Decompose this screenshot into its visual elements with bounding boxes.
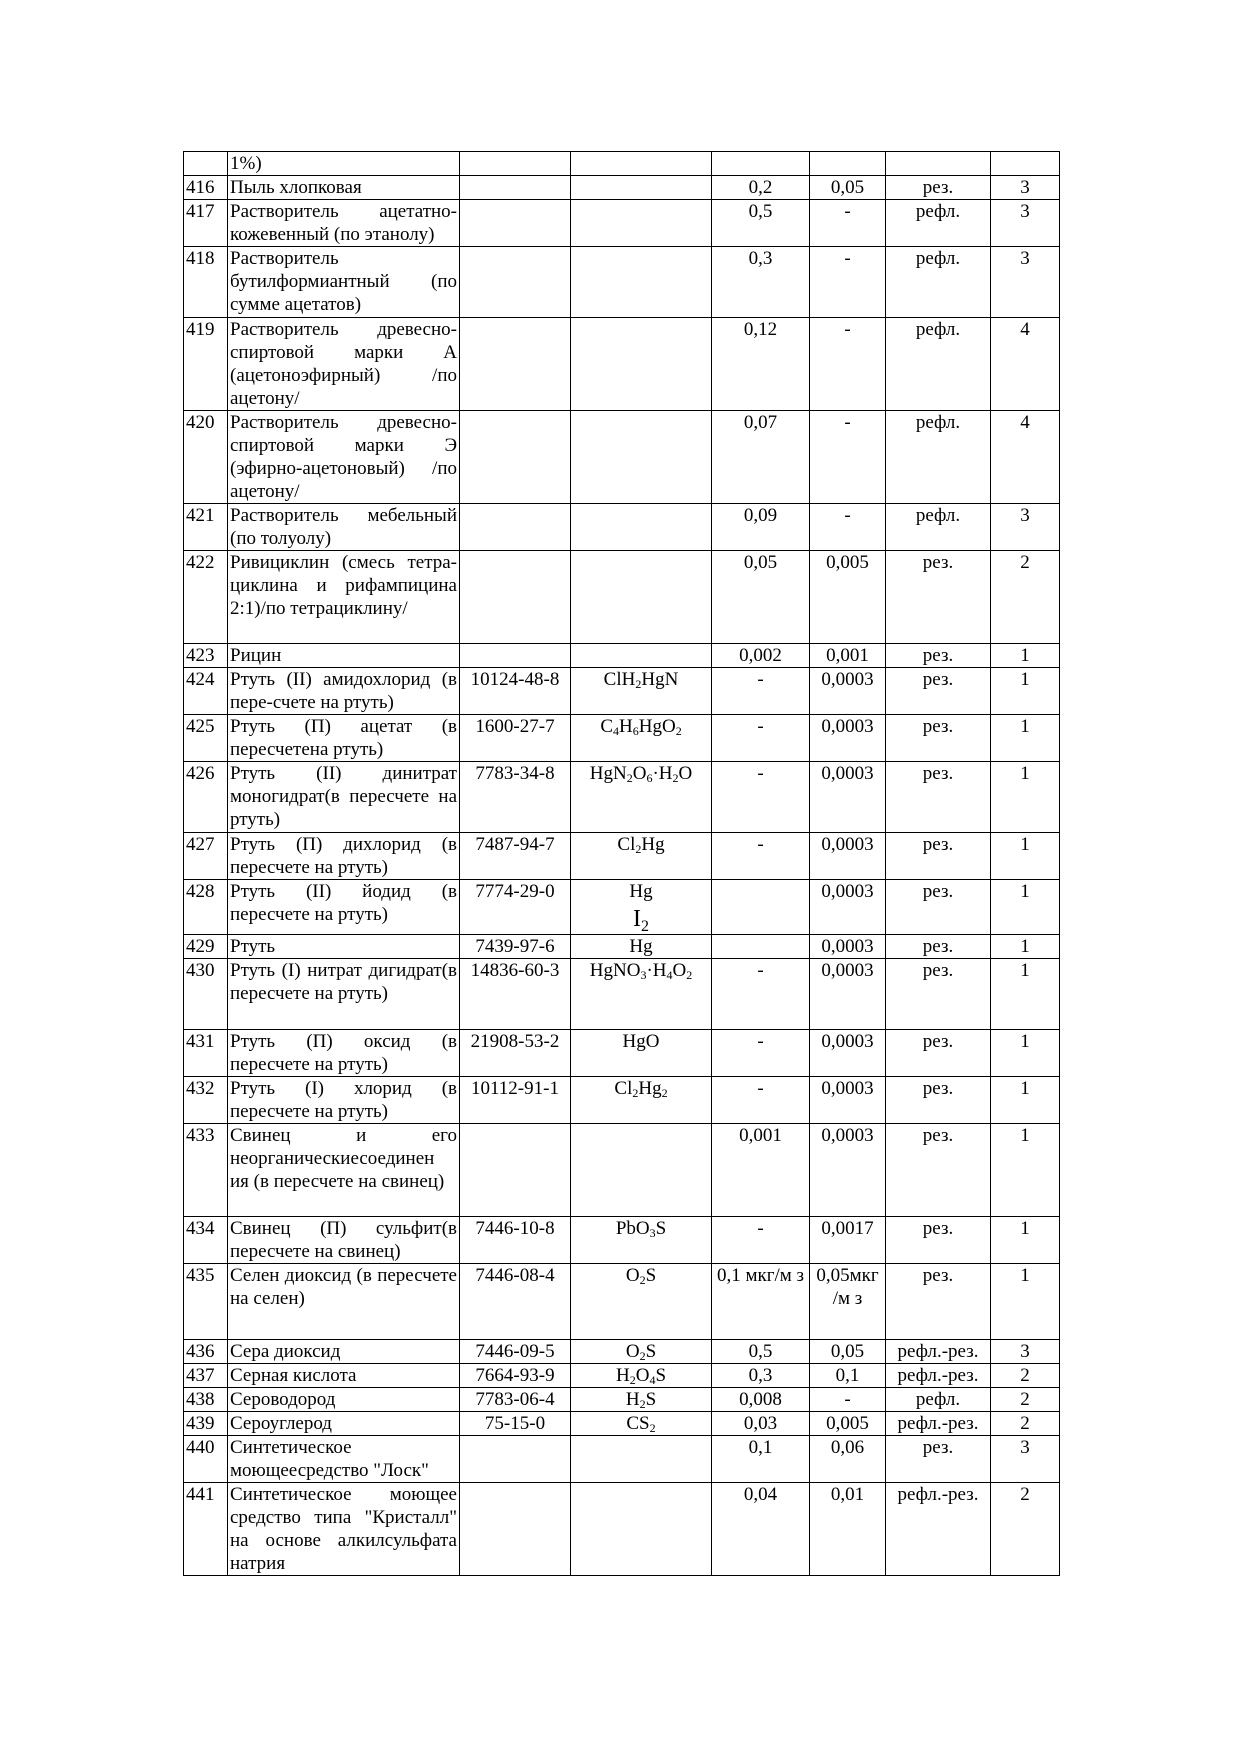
hazard-class-cell: 2: [991, 1412, 1060, 1436]
substance-name-cell: Сера диоксид: [228, 1340, 460, 1364]
max-single-conc-cell: [712, 152, 810, 176]
hazard-class-cell: 1: [991, 935, 1060, 959]
substance-name-cell: Растворитель мебельный (по толуолу): [228, 504, 460, 551]
hazard-class-cell: 1: [991, 1077, 1060, 1124]
table-row: [184, 411, 1060, 504]
max-single-conc-cell: 0,001: [712, 1124, 810, 1217]
row-number-cell: 441: [184, 1483, 228, 1576]
max-single-conc-cell: -: [712, 1077, 810, 1124]
max-single-conc-cell: 0,1 мкг/м з: [712, 1264, 810, 1340]
avg-daily-conc-cell: 0,0003: [810, 668, 886, 715]
formula-cell: $O_2S$: [571, 1264, 712, 1340]
avg-daily-conc-cell: [810, 152, 886, 176]
avg-daily-conc-cell: -: [810, 318, 886, 411]
formula-cell: Hg $I_2$: [571, 880, 712, 935]
substance-name-cell: Ртуть (П) оксид (в пересчете на ртуть): [228, 1030, 460, 1077]
formula-cell: [571, 504, 712, 551]
max-single-conc-cell: -: [712, 959, 810, 1030]
formula-cell: [571, 318, 712, 411]
effect-type-cell: рез.: [886, 551, 991, 644]
row-number-cell: 430: [184, 959, 228, 1030]
formula-cell: $H_2O_4S$: [571, 1364, 712, 1388]
formula-cell: [571, 1436, 712, 1483]
cas-number-cell: 10124-48-8: [460, 668, 571, 715]
effect-type-cell: рез.: [886, 1264, 991, 1340]
effect-type-cell: рез.: [886, 1217, 991, 1264]
table-row: [184, 1412, 1060, 1436]
effect-type-cell: рез.: [886, 1124, 991, 1217]
cas-number-cell: [460, 644, 571, 668]
row-number-cell: 431: [184, 1030, 228, 1077]
table-row: [184, 504, 1060, 551]
cas-number-cell: 7439-97-6: [460, 935, 571, 959]
effect-type-cell: рез.: [886, 668, 991, 715]
table-row: [184, 833, 1060, 880]
table-row: [184, 318, 1060, 411]
effect-type-cell: рефл.: [886, 411, 991, 504]
formula-cell: [571, 152, 712, 176]
avg-daily-conc-cell: 0,0003: [810, 762, 886, 833]
avg-daily-conc-cell: 0,0003: [810, 935, 886, 959]
hazard-class-cell: 4: [991, 411, 1060, 504]
effect-type-cell: рефл.-рез.: [886, 1483, 991, 1576]
formula-cell: [571, 1124, 712, 1217]
row-number-cell: 424: [184, 668, 228, 715]
avg-daily-conc-cell: -: [810, 247, 886, 318]
table-row: [184, 152, 1060, 176]
substance-name-cell: Рицин: [228, 644, 460, 668]
effect-type-cell: рез.: [886, 880, 991, 935]
row-number-cell: 425: [184, 715, 228, 762]
cas-number-cell: [460, 176, 571, 200]
avg-daily-conc-cell: 0,0003: [810, 1077, 886, 1124]
formula-cell: ClH$_2$HgN: [571, 668, 712, 715]
hazard-class-cell: 1: [991, 1030, 1060, 1077]
effect-type-cell: рез.: [886, 833, 991, 880]
substance-name-cell: Серная кислота: [228, 1364, 460, 1388]
max-single-conc-cell: [712, 935, 810, 959]
substance-name-cell: Сероуглерод: [228, 1412, 460, 1436]
avg-daily-conc-cell: 0,005: [810, 551, 886, 644]
substance-name-cell: 1%): [228, 152, 460, 176]
hazard-class-cell: 4: [991, 318, 1060, 411]
cas-number-cell: 7664-93-9: [460, 1364, 571, 1388]
row-number-cell: 423: [184, 644, 228, 668]
cas-number-cell: [460, 1483, 571, 1576]
effect-type-cell: [886, 152, 991, 176]
row-number-cell: 429: [184, 935, 228, 959]
hazard-class-cell: 2: [991, 1364, 1060, 1388]
cas-number-cell: [460, 1436, 571, 1483]
hazard-class-cell: 2: [991, 551, 1060, 644]
substances-table: [183, 151, 1060, 1576]
hazard-class-cell: 1: [991, 1124, 1060, 1217]
cas-number-cell: 7774-29-0: [460, 880, 571, 935]
substance-name-cell: Ривициклин (смесь тетра-циклина и рифампицина 2:1)/по тетрациклину/: [228, 551, 460, 644]
hazard-class-cell: 1: [991, 668, 1060, 715]
substance-name-cell: Растворитель древесно-спиртовой марки А (ацетоноэфирный) /по ацетону/: [228, 318, 460, 411]
avg-daily-conc-cell: -: [810, 1388, 886, 1412]
hazard-class-cell: 1: [991, 880, 1060, 935]
hazard-class-cell: 2: [991, 1483, 1060, 1576]
substance-name-cell: Синтетическое моющеесредство "Лоск": [228, 1436, 460, 1483]
substance-name-cell: Растворитель ацетатно-кожевенный (по этанолу): [228, 200, 460, 247]
max-single-conc-cell: -: [712, 1217, 810, 1264]
hazard-class-cell: 3: [991, 504, 1060, 551]
row-number-cell: 432: [184, 1077, 228, 1124]
table-row: [184, 200, 1060, 247]
row-number-cell: 435: [184, 1264, 228, 1340]
row-number-cell: 419: [184, 318, 228, 411]
table-row: [184, 644, 1060, 668]
avg-daily-conc-cell: 0,06: [810, 1436, 886, 1483]
avg-daily-conc-cell: -: [810, 504, 886, 551]
effect-type-cell: рез.: [886, 762, 991, 833]
avg-daily-conc-cell: 0,05: [810, 1340, 886, 1364]
substance-name-cell: Свинец (П) сульфит(в пересчете на свинец): [228, 1217, 460, 1264]
max-single-conc-cell: 0,04: [712, 1483, 810, 1576]
avg-daily-conc-cell: 0,0003: [810, 880, 886, 935]
formula-cell: [571, 551, 712, 644]
avg-daily-conc-cell: 0,0003: [810, 1124, 886, 1217]
cas-number-cell: [460, 551, 571, 644]
substance-name-cell: Ртуть (II) амидохлорид (в пере-счете на ртуть): [228, 668, 460, 715]
effect-type-cell: рефл.: [886, 1388, 991, 1412]
formula-cell: HgO: [571, 1030, 712, 1077]
avg-daily-conc-cell: 0,05: [810, 176, 886, 200]
cas-number-cell: [460, 152, 571, 176]
table-row: [184, 1340, 1060, 1364]
avg-daily-conc-cell: 0,01: [810, 1483, 886, 1576]
avg-daily-conc-cell: 0,0003: [810, 715, 886, 762]
row-number-cell: 426: [184, 762, 228, 833]
substance-name-cell: Ртуть (II) йодид (в пересчете на ртуть): [228, 880, 460, 935]
row-number-cell: 420: [184, 411, 228, 504]
table-row: [184, 715, 1060, 762]
table-row: [184, 1388, 1060, 1412]
hazard-class-cell: 2: [991, 1388, 1060, 1412]
table-row: [184, 551, 1060, 644]
max-single-conc-cell: [712, 880, 810, 935]
effect-type-cell: рез.: [886, 715, 991, 762]
hazard-class-cell: 1: [991, 833, 1060, 880]
formula-cell: $H_2S$: [571, 1388, 712, 1412]
max-single-conc-cell: 0,3: [712, 247, 810, 318]
formula-cell: [571, 247, 712, 318]
row-number-cell: 417: [184, 200, 228, 247]
cas-number-cell: [460, 247, 571, 318]
substance-name-cell: Синтетическое моющее средство типа "Кристалл" на основе алкилсульфата натрия: [228, 1483, 460, 1576]
table-row: [184, 247, 1060, 318]
row-number-cell: 436: [184, 1340, 228, 1364]
max-single-conc-cell: -: [712, 833, 810, 880]
table-body: [184, 152, 1060, 1576]
formula-cell: [571, 200, 712, 247]
formula-cell: Hg: [571, 935, 712, 959]
row-number-cell: 427: [184, 833, 228, 880]
table-row: [184, 1364, 1060, 1388]
row-number-cell: 437: [184, 1364, 228, 1388]
formula-cell: $HgNO_3\cdot H_4O_2$: [571, 959, 712, 1030]
row-number-cell: 433: [184, 1124, 228, 1217]
cas-number-cell: [460, 318, 571, 411]
row-number-cell: 440: [184, 1436, 228, 1483]
max-single-conc-cell: -: [712, 1030, 810, 1077]
hazard-class-cell: [991, 152, 1060, 176]
formula-cell: PbO$_3$S: [571, 1217, 712, 1264]
effect-type-cell: рефл.: [886, 504, 991, 551]
formula-cell: $Cl_2Hg_2$: [571, 1077, 712, 1124]
row-number-cell: 422: [184, 551, 228, 644]
max-single-conc-cell: 0,1: [712, 1436, 810, 1483]
hazard-class-cell: 3: [991, 1436, 1060, 1483]
avg-daily-conc-cell: 0,001: [810, 644, 886, 668]
effect-type-cell: рефл.: [886, 247, 991, 318]
avg-daily-conc-cell: 0,1: [810, 1364, 886, 1388]
effect-type-cell: рез.: [886, 176, 991, 200]
avg-daily-conc-cell: 0,005: [810, 1412, 886, 1436]
cas-number-cell: 1600-27-7: [460, 715, 571, 762]
effect-type-cell: рез.: [886, 935, 991, 959]
avg-daily-conc-cell: -: [810, 411, 886, 504]
formula-cell: $O_2S$: [571, 1340, 712, 1364]
cas-number-cell: 75-15-0: [460, 1412, 571, 1436]
max-single-conc-cell: 0,07: [712, 411, 810, 504]
formula-cell: $Cl_2Hg$: [571, 833, 712, 880]
cas-number-cell: [460, 1124, 571, 1217]
substance-name-cell: Ртуть: [228, 935, 460, 959]
max-single-conc-cell: 0,2: [712, 176, 810, 200]
cas-number-cell: 21908-53-2: [460, 1030, 571, 1077]
table-row: [184, 1264, 1060, 1340]
row-number-cell: 438: [184, 1388, 228, 1412]
max-single-conc-cell: 0,002: [712, 644, 810, 668]
max-single-conc-cell: 0,12: [712, 318, 810, 411]
substance-name-cell: Ртуть (П) ацетат (в пересчетена ртуть): [228, 715, 460, 762]
max-single-conc-cell: 0,5: [712, 200, 810, 247]
cas-number-cell: [460, 504, 571, 551]
hazard-class-cell: 1: [991, 959, 1060, 1030]
hazard-class-cell: 1: [991, 1264, 1060, 1340]
row-number-cell: 428: [184, 880, 228, 935]
table-row: [184, 762, 1060, 833]
max-single-conc-cell: 0,008: [712, 1388, 810, 1412]
cas-number-cell: 10112-91-1: [460, 1077, 571, 1124]
max-single-conc-cell: -: [712, 762, 810, 833]
substance-name-cell: Ртуть (I) хлорид (в пересчете на ртуть): [228, 1077, 460, 1124]
substance-name-cell: Ртуть (П) дихлорид (в пересчете на ртуть): [228, 833, 460, 880]
avg-daily-conc-cell: 0,0017: [810, 1217, 886, 1264]
cas-number-cell: 7487-94-7: [460, 833, 571, 880]
avg-daily-conc-cell: 0,0003: [810, 833, 886, 880]
cas-number-cell: 7446-10-8: [460, 1217, 571, 1264]
effect-type-cell: рез.: [886, 959, 991, 1030]
cas-number-cell: [460, 411, 571, 504]
substance-name-cell: Пыль хлопковая: [228, 176, 460, 200]
formula-cell: $C_4H_6HgO_2$: [571, 715, 712, 762]
hazard-class-cell: 1: [991, 715, 1060, 762]
hazard-class-cell: 3: [991, 200, 1060, 247]
hazard-class-cell: 3: [991, 1340, 1060, 1364]
max-single-conc-cell: 0,05: [712, 551, 810, 644]
row-number-cell: 416: [184, 176, 228, 200]
row-number-cell: 418: [184, 247, 228, 318]
max-single-conc-cell: -: [712, 715, 810, 762]
cas-number-cell: [460, 200, 571, 247]
avg-daily-conc-cell: -: [810, 200, 886, 247]
row-number-cell: 421: [184, 504, 228, 551]
table-row: [184, 935, 1060, 959]
substance-name-cell: Ртуть (II) динитрат моногидрат(в пересчете на ртуть): [228, 762, 460, 833]
table-row: [184, 1436, 1060, 1483]
effect-type-cell: рефл.-рез.: [886, 1364, 991, 1388]
hazard-class-cell: 1: [991, 1217, 1060, 1264]
table-row: [184, 959, 1060, 1030]
row-number-cell: 439: [184, 1412, 228, 1436]
max-single-conc-cell: 0,3: [712, 1364, 810, 1388]
max-single-conc-cell: 0,5: [712, 1340, 810, 1364]
max-single-conc-cell: -: [712, 668, 810, 715]
max-single-conc-cell: 0,09: [712, 504, 810, 551]
effect-type-cell: рефл.: [886, 200, 991, 247]
cas-number-cell: 14836-60-3: [460, 959, 571, 1030]
row-number-cell: 434: [184, 1217, 228, 1264]
formula-cell: $HgN_2O_6\cdot H_2O$: [571, 762, 712, 833]
substance-name-cell: Растворитель древесно-спиртовой марки Э (эфирно-ацетоновый) /по ацетону/: [228, 411, 460, 504]
cas-number-cell: 7783-06-4: [460, 1388, 571, 1412]
hazard-class-cell: 1: [991, 644, 1060, 668]
cas-number-cell: 7446-09-5: [460, 1340, 571, 1364]
avg-daily-conc-cell: 0,0003: [810, 959, 886, 1030]
substance-name-cell: Сероводород: [228, 1388, 460, 1412]
substance-name-cell: Селен диоксид (в пересчете на селен): [228, 1264, 460, 1340]
effect-type-cell: рез.: [886, 644, 991, 668]
table-row: [184, 668, 1060, 715]
hazard-class-cell: 1: [991, 762, 1060, 833]
substance-name-cell: Свинец и его неорганическиесоединен ия (в пересчете на свинец): [228, 1124, 460, 1217]
formula-cell: [571, 644, 712, 668]
effect-type-cell: рефл.-рез.: [886, 1412, 991, 1436]
table-row: [184, 176, 1060, 200]
table-row: [184, 1483, 1060, 1576]
formula-cell: $CS_2$: [571, 1412, 712, 1436]
effect-type-cell: рез.: [886, 1030, 991, 1077]
effect-type-cell: рефл.: [886, 318, 991, 411]
cas-number-cell: 7446-08-4: [460, 1264, 571, 1340]
avg-daily-conc-cell: 0,05мкг /м з: [810, 1264, 886, 1340]
table-row: [184, 1030, 1060, 1077]
substance-name-cell: Растворитель бутилформиантный (по сумме ацетатов): [228, 247, 460, 318]
hazard-class-cell: 3: [991, 247, 1060, 318]
table-row: [184, 1077, 1060, 1124]
hazard-class-cell: 3: [991, 176, 1060, 200]
effect-type-cell: рефл.-рез.: [886, 1340, 991, 1364]
table-row: [184, 1217, 1060, 1264]
effect-type-cell: рез.: [886, 1436, 991, 1483]
row-number-cell: [184, 152, 228, 176]
formula-cell: [571, 1483, 712, 1576]
substance-name-cell: Ртуть (I) нитрат дигидрат(в пересчете на ртуть): [228, 959, 460, 1030]
formula-cell: [571, 176, 712, 200]
max-single-conc-cell: 0,03: [712, 1412, 810, 1436]
table-row: [184, 880, 1060, 935]
table-row: [184, 1124, 1060, 1217]
cas-number-cell: 7783-34-8: [460, 762, 571, 833]
formula-cell: [571, 411, 712, 504]
effect-type-cell: рез.: [886, 1077, 991, 1124]
avg-daily-conc-cell: 0,0003: [810, 1030, 886, 1077]
